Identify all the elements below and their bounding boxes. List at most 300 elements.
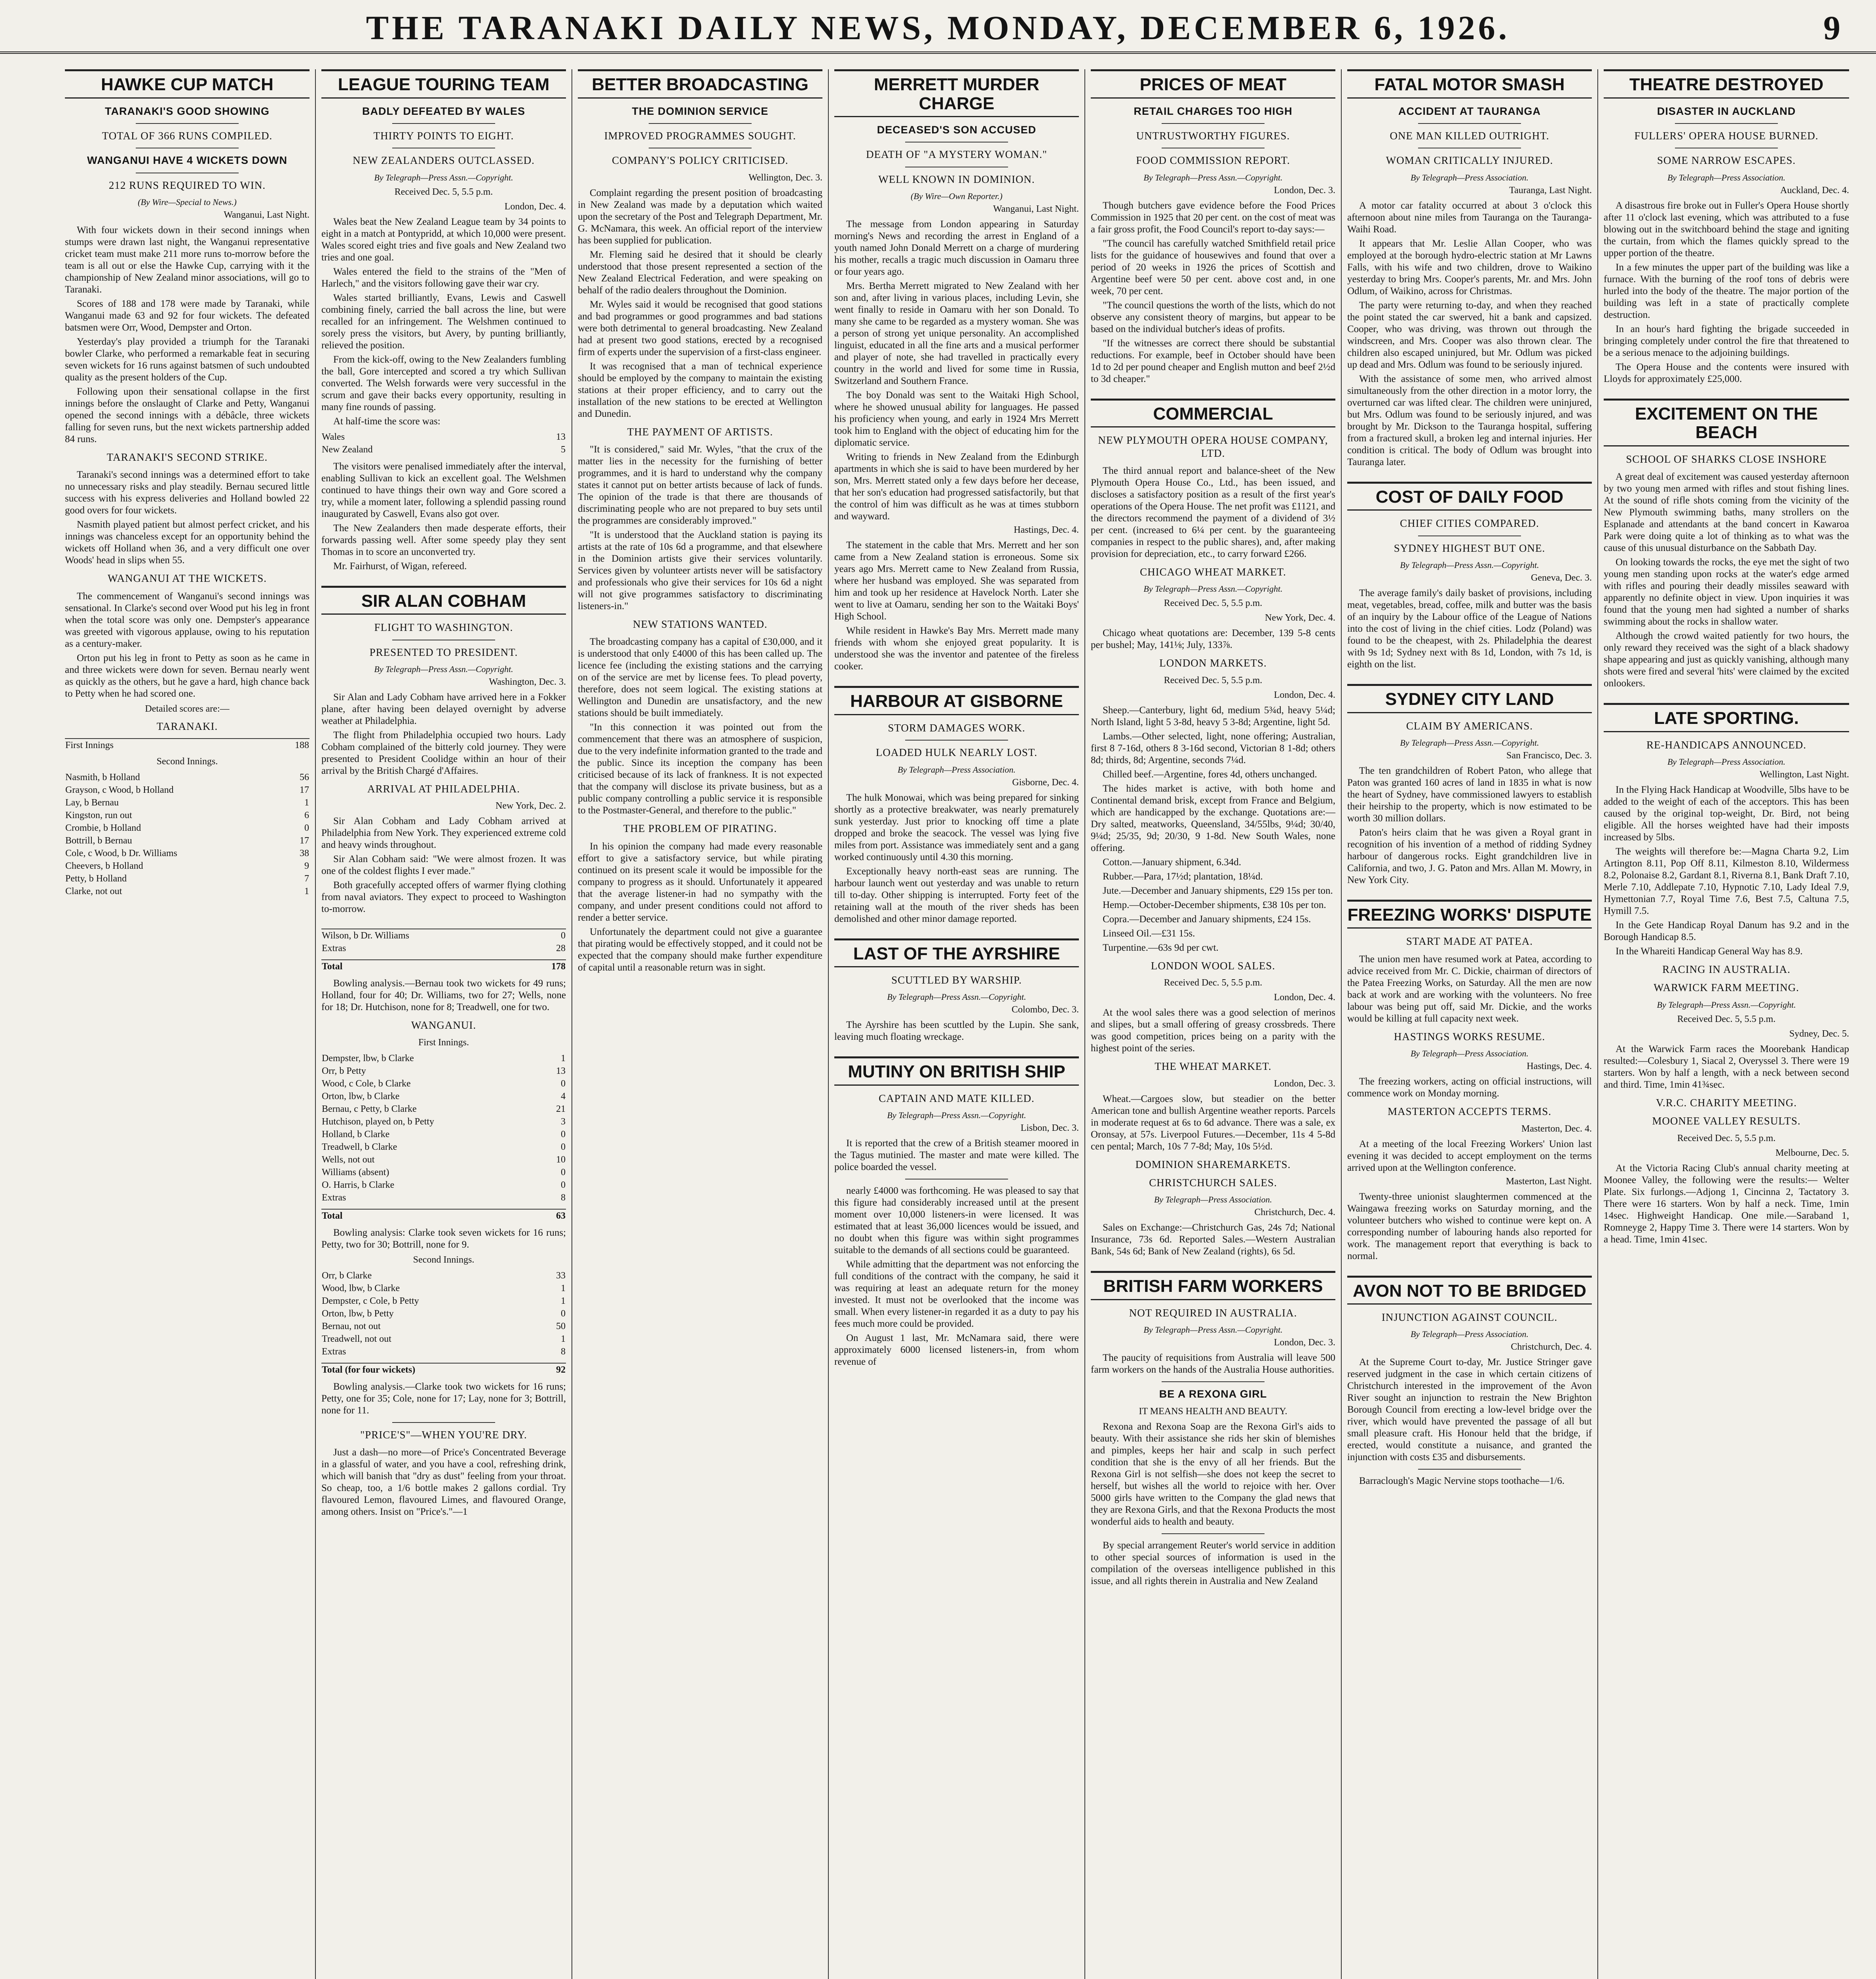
paragraph: Linseed Oil.—£31 15s. xyxy=(1103,928,1195,939)
paragraph: In the Flying Hack Handicap at Woodville, 5lbs have to be added to the weight of each of the acceptors. This has been caused by the original top-weight, Dr. Bird, not being eligible. All the horses weighted have had their imposts increased by 5lbs. xyxy=(1604,784,1849,843)
paragraph: Bowling analysis.—Clarke took two wickets for 16 runs; Petty, one for 35; Cole, none for 17; Lay, none for 3; Bottrill, none for 11. xyxy=(321,1381,566,1416)
section-heading: THE WHEAT MARKET. xyxy=(1154,1060,1272,1073)
divider xyxy=(1418,123,1521,124)
batsman-name: Cheevers, b Holland xyxy=(65,861,143,872)
paragraph: A disastrous fire broke out in Fuller's Opera House shortly after 11 o'clock last evening, which was attributed to a fuse blowing out in the switchboard behind the stage and igniting the curtain, from which the flames quickly spread to the upper portion of the theatre. xyxy=(1604,200,1849,258)
batsman-name: Orr, b Clarke xyxy=(322,1270,372,1281)
paragraph: At the Warwick Farm races the Moorebank Handicap resulted:—Colesbury 1, Siacal 2, Overyssel 3. There were 19 starters. Won by half a length, with a neck between second and third. Time, 1min 41¾sec. xyxy=(1604,1043,1849,1090)
subheading: SCUTTLED BY WARSHIP. xyxy=(891,974,1022,986)
headline: HARBOUR AT GISBORNE xyxy=(834,686,1079,715)
innings-heading: First Innings. xyxy=(418,1037,469,1048)
section-heading: THE PAYMENT OF ARTISTS. xyxy=(627,425,773,438)
headline: SIR ALAN COBHAM xyxy=(321,586,566,615)
paragraph: The commencement of Wanganui's second innings was sensational. In Clarke's second over Wood put his leg in front when the total score was only one. Dempster's appearance was greeted with vigorous applause, owing to his reputation as a century-maker. xyxy=(65,591,310,649)
batsman-runs: 3 xyxy=(561,1116,566,1127)
paragraph: Unfortunately the department could not give a guarantee that pirating would be effectively stopped, and it could not be expected that the company should make further expenditure of capital until a reasonable return was in sight. xyxy=(578,926,822,973)
headline: FREEZING WORKS' DISPUTE xyxy=(1347,900,1592,929)
table-row xyxy=(321,1065,566,1077)
column-3 xyxy=(572,69,829,1979)
dateline: Geneva, Dec. 3. xyxy=(1531,572,1592,583)
paragraph: Scores of 188 and 178 were made by Taranaki, while Wanganui made 63 and 92 for four wickets. The defeated batsmen were Orr, Wood, Dempster and Orton. xyxy=(65,298,310,333)
team-name: Wales xyxy=(322,431,345,442)
dateline: Colombo, Dec. 3. xyxy=(1012,1005,1079,1015)
subheading: CLAIM BY AMERICANS. xyxy=(1406,720,1533,732)
headline: PRICES OF MEAT xyxy=(1091,69,1335,99)
section-heading: ARRIVAL AT PHILADELPHIA. xyxy=(367,782,520,795)
advert-body xyxy=(1091,1421,1335,1528)
article-prices-of-meat xyxy=(1091,69,1335,385)
row-value: 0 xyxy=(561,931,566,941)
divider xyxy=(1675,123,1778,124)
column-6 xyxy=(1342,69,1598,1979)
article-freezing-works xyxy=(1347,900,1592,1262)
total-row xyxy=(321,1209,566,1222)
table-row xyxy=(321,1077,566,1090)
advert-title: "PRICE'S"—WHEN YOU'RE DRY. xyxy=(360,1428,527,1441)
table-row xyxy=(321,1269,566,1282)
column-7 xyxy=(1598,69,1855,1979)
advert-body xyxy=(321,1447,566,1518)
subheading: WANGANUI HAVE 4 WICKETS DOWN xyxy=(87,154,287,167)
article-late-sporting xyxy=(1604,703,1849,1245)
section-heading: WARWICK FARM MEETING. xyxy=(1654,982,1799,994)
paragraph: Just a dash—no more—of Price's Concentrated Beverage in a glassful of water, and you have a cool, refreshing drink, which will banish that "dry as dust" feeling from your throat. So cheap, too, a 1/6 bottle makes 2 gallons cordial. Try flavoured Lemon, flavoured Limes, and flavoured Orange, among others. Insist on "Price's."—1 xyxy=(321,1447,566,1517)
batsman-name: Bernau, not out xyxy=(322,1321,381,1331)
dateline: New York, Dec. 4. xyxy=(1265,613,1335,623)
headline: EXCITEMENT ON THE BEACH xyxy=(1604,399,1849,446)
article-body xyxy=(1347,1191,1592,1262)
dateline: Melbourne, Dec. 5. xyxy=(1775,1147,1849,1158)
dateline: Auckland, Dec. 4. xyxy=(1780,185,1849,196)
article-sydney-land xyxy=(1347,684,1592,886)
headline: FATAL MOTOR SMASH xyxy=(1347,69,1592,99)
section-heading: DOMINION SHAREMARKETS. xyxy=(1135,1158,1291,1170)
divider xyxy=(1418,1469,1521,1470)
headline: LEAGUE TOURING TEAM xyxy=(321,69,566,99)
section-heading: CHRISTCHURCH SALES. xyxy=(1149,1176,1277,1189)
batsman-runs: 0 xyxy=(304,823,309,834)
article-body xyxy=(578,841,822,974)
article-broadcasting xyxy=(578,69,822,974)
paragraph: The paucity of requisitions from Australia will leave 500 farm workers on the hands of the Australia House authorities. xyxy=(1091,1352,1335,1375)
paragraph: By special arrangement Reuter's world service in addition to other special sources of information is used in the compilation of the overseas intelligence published in this issue, and all rights therein in Australia and New Zealand xyxy=(1091,1540,1335,1586)
paragraph: Taranaki's second innings was a determined effort to take no unnecessary risks and play steadily. Bernau secured little success with his express deliveries and Holland bowled 22 good overs for four wickets. xyxy=(65,469,310,516)
divider xyxy=(392,1422,495,1423)
article-body xyxy=(834,539,1079,672)
dateline: London, Dec. 4. xyxy=(1274,992,1335,1003)
article-body xyxy=(1347,765,1592,886)
section-heading: CHICAGO WHEAT MARKET. xyxy=(1140,566,1286,578)
total-value: 63 xyxy=(537,1209,566,1222)
subheading: FULLERS' OPERA HOUSE BURNED. xyxy=(1634,129,1819,142)
section-heading: MOONEE VALLEY RESULTS. xyxy=(1652,1115,1801,1127)
dateline: Wanganui, Last Night. xyxy=(993,204,1079,215)
table-row xyxy=(321,1052,566,1065)
batsman-name: Dempster, lbw, b Clarke xyxy=(322,1053,414,1064)
paragraph: Chilled beef.—Argentine, fores 4d, others unchanged. xyxy=(1103,769,1317,780)
table-row xyxy=(321,1209,566,1222)
batsman-runs: 9 xyxy=(304,861,309,872)
byline: (By Wire—Own Reporter.) xyxy=(911,191,1003,201)
halftime-score-table xyxy=(321,431,566,456)
article-body xyxy=(1347,953,1592,1025)
paragraph: The New Zealanders then made desperate efforts, their forwards passing well. After some speedy play they sent Thomas in to score an unconverted try. xyxy=(321,522,566,557)
batsman-name: Extras xyxy=(322,1192,346,1203)
paragraph: Bowling analysis.—Bernau took two wickets for 49 runs; Holland, four for 40; Dr. Williams, two for 27; Wells, none for 18; Dr. Hutchison, none for 8; Treadwell, one for two. xyxy=(321,978,566,1013)
batsman-runs: 56 xyxy=(300,772,309,783)
section-heading: NEW STATIONS WANTED. xyxy=(632,618,768,631)
batsman-runs: 8 xyxy=(561,1192,566,1203)
received-note: Received Dec. 5, 5.5 p.m. xyxy=(1677,1133,1776,1143)
paragraph: The weights will therefore be:—Magna Charta 9.2, Lim Artington 8.11, Pop Off 8.11, Kilmeston 8.10, Wildermess 8.2, Polonaise 8.2, Gardant 8.1, Riverna 8.1, Bank Draft 7.10, Merle 7.10, Addlepate 7.10, Hypnotic 7.10, Lady Ideal 7.9, Hymettonian 7.7, Royal Time 7.6, Best 7.5, Caltuna 7.5, Hymill 7.5. xyxy=(1604,846,1849,917)
section-heading: HASTINGS WORKS RESUME. xyxy=(1394,1030,1546,1043)
bowling-analysis xyxy=(321,978,566,1013)
team-score: 13 xyxy=(556,431,566,442)
table-row xyxy=(65,872,310,885)
table-row xyxy=(321,1345,566,1358)
divider xyxy=(649,123,752,124)
article-body xyxy=(1347,200,1592,468)
batsman-runs: 13 xyxy=(556,1065,566,1076)
innings-total: 188 xyxy=(295,740,309,751)
received-note: Received Dec. 5, 5.5 p.m. xyxy=(1164,598,1263,609)
team-name: TARANAKI. xyxy=(156,720,218,732)
article-body xyxy=(834,1019,1079,1043)
paragraph: The third annual report and balance-sheet of the New Plymouth Opera House Co., Ltd., has been issued, and discloses a satisfactory position as a result of the first year's operations of the Opera House. The net profit was £1121, and the directors recommend the payment of a dividend of 3½ per cent. (increased to 6¼ per cent. by the guaranteeing companies in respect to the public shares), and, after making provision for depreciation, etc., to carry forward £266. xyxy=(1091,465,1335,559)
paragraph: Though butchers gave evidence before the Food Prices Commission in 1925 that 20 per cent. on the cost of meat was a fair gross profit, the Food Council's report to-day says:— xyxy=(1091,200,1335,235)
batsman-runs: 0 xyxy=(561,1078,566,1089)
paragraph: Sales on Exchange:—Christchurch Gas, 24s 7d; National Insurance, 73s 6d. Reported Sales.—Western Australian Bank, 54s 6d; Bank of New Zealand (rights), 6s 5d. xyxy=(1091,1222,1335,1257)
paragraph: Barraclough's Magic Nervine stops toothache—1/6. xyxy=(1359,1476,1565,1487)
article-body xyxy=(578,187,822,420)
paragraph: In an hour's hard fighting the brigade succeeded in bringing completely under control the fire that threatened to be a serious menace to the adjoining buildings. xyxy=(1604,323,1849,358)
section-heading: LONDON WOOL SALES. xyxy=(1151,959,1276,972)
table-row xyxy=(321,960,566,973)
paragraph: Rubber.—Para, 17½d; plantation, 18¼d. xyxy=(1103,871,1263,882)
innings-summary xyxy=(65,738,310,752)
article-body xyxy=(1604,1162,1849,1246)
section-heading: NEW PLYMOUTH OPERA HOUSE COMPANY, LTD. xyxy=(1098,434,1328,459)
paragraph: On August 1 last, Mr. McNamara said, there were approximately 6000 licensed listeners-in, from whom revenue of xyxy=(834,1333,1079,1367)
byline: (By Wire—Special to News.) xyxy=(138,197,237,207)
paragraph: It was recognised that a man of technical experience should be employed by the company to maintain the existing stations at their proper efficiency, and to carry out the installation of the new stations to be erected at Wellington and Dunedin. xyxy=(578,361,822,419)
paragraph: Turpentine.—63s 9d per cwt. xyxy=(1103,942,1219,953)
paragraph: The ten grandchildren of Robert Paton, who allege that Paton was granted 160 acres of land in 1835 in what is now the heart of Sydney, have commissioned lawyers to establish their heirship to the property, which is now estimated to be worth 30 million dollars. xyxy=(1347,765,1592,824)
total-row xyxy=(321,959,566,973)
paragraph: With four wickets down in their second innings when stumps were drawn last night, the Wanganui representative cricket team must make 211 more runs to-morrow before the team is all out or else the Hawke Cup, carrying with it the championship of New Zealand minor associations, will go to Taranaki. xyxy=(65,225,310,295)
batsman-name: Orton, lbw, b Clarke xyxy=(322,1091,400,1102)
table-row xyxy=(65,822,310,834)
paragraph: A great deal of excitement was caused yesterday afternoon by two young men armed with rifles and stout fishing lines. At the sound of rifle shots coming from the vicinity of the New Plymouth swimming baths, many strollers on the Esplanade and attendants at the band concert in Kawaroa Park were doing quite a lot of thinking as to what was the cause of this unusual disturbance on the Sabbath Day. xyxy=(1604,471,1849,554)
paragraph: Wales beat the New Zealand League team by 34 points to eight in a match at Pontypridd, at which 10,000 were present. Wales scored eight tries and five goals and New Zealand two tries and one goal. xyxy=(321,216,566,263)
paragraph: "The council questions the worth of the lists, which do not observe any consistent theory of margins, but appear to be based on the individual butcher's ideas of profits. xyxy=(1091,300,1335,334)
batsman-name: Holland, b Clarke xyxy=(322,1129,390,1140)
paragraph: The hides market is active, with both home and Continental demand brisk, except from France and Belgium, which are handicapped by the exchange. Quotations are:—Dry salted, meatworks, Queensland, 34/55lbs, 9¼d; 30/40, 9¼d; 25/35, 9d; 20/30, 9 1-8d. New South Wales, none offering. xyxy=(1091,783,1335,853)
batsman-runs: 0 xyxy=(561,1141,566,1152)
paragraph: At the Victoria Racing Club's annual charity meeting at Moonee Valley, the following were the results:— Welter Plate. Six furlongs.—Adjong 1, Cincinna 2, Tactatory 3. There were 16 starters. Won by half a neck. Time, 1min 14sec. Highweight Handicap. One mile.—Saraband 1, Romneyge 2, Happy Time 3. There were 14 starters. Won by a head. Time, 1min 41sec. xyxy=(1604,1162,1849,1245)
article-daily-food xyxy=(1347,482,1592,670)
paragraph: A motor car fatality occurred at about 3 o'clock this afternoon about nine miles from Tauranga on the Tauranga-Waihi Road. xyxy=(1347,200,1592,235)
article-gisborne xyxy=(834,686,1079,925)
subheading: DECEASED'S SON ACCUSED xyxy=(877,124,1037,136)
batsman-runs: 17 xyxy=(300,836,309,846)
article-avon xyxy=(1347,1276,1592,1487)
byline: By Telegraph—Press Assn.—Copyright. xyxy=(1657,999,1796,1010)
paragraph: Both gracefully accepted offers of warmer flying clothing from naval aviators. They expect to proceed to Washington to-morrow. xyxy=(321,880,566,915)
divider xyxy=(136,123,239,124)
batting-table xyxy=(321,1269,566,1358)
subheading: ONE MAN KILLED OUTRIGHT. xyxy=(1390,129,1549,142)
paragraph: With the assistance of some men, who arrived almost simultaneously from the other direction in a motor lorry, the overturned car was lifted clear. The children were uninjured, but Mrs. Odlum was found to be seriously injured, and was brought by Mr. Dickson to the Tauranga hospital, suffering from a fractured skull, a broken leg and internal injuries. Her condition is critical. The body of Odlum was brought into Tauranga later. xyxy=(1347,373,1592,467)
article-commercial xyxy=(1091,399,1335,1258)
table-row xyxy=(321,1307,566,1320)
subheading: 212 RUNS REQUIRED TO WIN. xyxy=(108,179,266,191)
byline: By Telegraph—Press Association. xyxy=(1667,172,1786,182)
subheading: SYDNEY HIGHEST BUT ONE. xyxy=(1394,542,1546,554)
table-row xyxy=(321,1333,566,1345)
article-body xyxy=(1604,784,1849,957)
page-number: 9 xyxy=(1823,9,1840,47)
paragraph: Mr. Wyles said it would be recognised that good stations and bad programmes or good programmes and bad stations were both detrimental to general broadcasting. New Zealand had at present two good stations, erected by a recognised firm of experts under the supervision of a first-class engineer. xyxy=(578,299,822,357)
subheading: FOOD COMMISSION REPORT. xyxy=(1136,154,1290,167)
paragraph: Mr. Fleming said he desired that it should be clearly understood that those present represented a section of the New Zealand Electrical Federation, and were speaking on behalf of the radio dealers throughout the Dominion. xyxy=(578,249,822,296)
received-note: Received Dec. 5, 5.5 p.m. xyxy=(394,186,493,197)
byline: By Telegraph—Press Association. xyxy=(1410,172,1529,182)
table-row xyxy=(65,847,310,860)
article-body xyxy=(1604,471,1849,689)
paragraph: The freezing workers, acting on official instructions, will commence work on Monday morning. xyxy=(1347,1076,1592,1099)
total-value: 178 xyxy=(537,960,566,973)
table-row xyxy=(321,1282,566,1295)
batsman-runs: 6 xyxy=(304,810,309,821)
paragraph: The message from London appearing in Saturday morning's News and recording the arrest in England of a youth named John Donald Merrett on a charge of murdering his mother, recalls a tragic much discussion in Oamaru three or four years ago. xyxy=(834,219,1079,277)
article-body xyxy=(834,1138,1079,1173)
paragraph: In the Whareiti Handicap General Way has 8.9. xyxy=(1616,946,1803,957)
subheading: STORM DAMAGES WORK. xyxy=(888,722,1025,734)
batsman-name: Clarke, not out xyxy=(65,886,122,897)
subheading: WELL KNOWN IN DOMINION. xyxy=(878,173,1035,185)
paragraph: Twenty-three unionist slaughtermen commenced at the Waingawa freezing works on Saturday morning, and the volunteer butchers who wished to continue were kept on. A corresponding number of labouring hands also reported for work. The management report that everything is back to normal. xyxy=(1347,1191,1592,1261)
table-row xyxy=(65,784,310,796)
total-label: Total (for four wickets) xyxy=(321,1363,537,1376)
batsman-runs: 21 xyxy=(556,1103,566,1114)
table-row xyxy=(321,1153,566,1166)
dateline: Hastings, Dec. 4. xyxy=(1527,1061,1592,1072)
column-5 xyxy=(1085,69,1342,1979)
article-body xyxy=(1091,705,1335,954)
table-row xyxy=(65,834,310,847)
subheading: UNTRUSTWORTHY FIGURES. xyxy=(1136,129,1290,142)
innings-label: First Innings xyxy=(65,740,114,751)
batsman-runs: 0 xyxy=(561,1129,566,1140)
table-row xyxy=(321,1191,566,1204)
masthead-title: THE TARANAKI DAILY NEWS, MONDAY, DECEMBER 6, 1926. xyxy=(366,9,1510,47)
paragraph: Sir Alan Cobham said: "We were almost frozen. It was one of the coldest flights I ever made." xyxy=(321,854,566,877)
paragraph: In the Gete Handicap Royal Danum has 9.2 and in the Borough Handicap 8.5. xyxy=(1604,920,1849,943)
batsman-runs: 0 xyxy=(561,1179,566,1190)
taranaki-innings-end xyxy=(321,929,566,955)
table-row xyxy=(65,771,310,784)
article-body xyxy=(65,469,310,566)
table-row xyxy=(321,1320,566,1333)
paragraph: The Ayrshire has been scuttled by the Lupin. She sank, leaving much floating wreckage. xyxy=(834,1020,1079,1043)
paragraph: Wales started brilliantly, Evans, Lewis and Caswell combining finely, carried the ball across the line, but were recalled for an infringement. The Welshmen continued to sorely press the visitors, but Avery, by punting brilliantly, relieved the position. xyxy=(321,292,566,351)
article-farm-workers xyxy=(1091,1271,1335,1587)
total-label: Total xyxy=(321,1209,537,1222)
subheading: WOMAN CRITICALLY INJURED. xyxy=(1386,154,1553,167)
table-row xyxy=(321,1295,566,1307)
column-2 xyxy=(316,69,572,1979)
paragraph: Exceptionally heavy north-east seas are running. The harbour launch went out yesterday and was unable to return till to-day. Other shipping is interrupted. Forty feet of the retaining wall at the mouth of the river sheds has been demolished and other minor damage reported. xyxy=(834,866,1079,924)
subheading: NOT REQUIRED IN AUSTRALIA. xyxy=(1129,1307,1297,1319)
paragraph: In his opinion the company had made every reasonable effort to give a satisfactory service, but while pirating continued on its present scale it would be impossible for the company to progress as it should. Unfortunately it appeared that the average listener-in had no sympathy with the company, and under present conditions could not afford to render a better service. xyxy=(578,841,822,923)
subheading: TOTAL OF 366 RUNS COMPILED. xyxy=(102,129,273,142)
article-body xyxy=(1604,1043,1849,1091)
batting-table xyxy=(65,771,310,898)
batsman-name: Dempster, c Cole, b Petty xyxy=(322,1295,419,1306)
headline: LAST OF THE AYRSHIRE xyxy=(834,938,1079,968)
section-heading: TARANAKI'S SECOND STRIKE. xyxy=(106,451,268,463)
byline: By Telegraph—Press Assn.—Copyright. xyxy=(374,172,513,182)
section-heading: V.R.C. CHARITY MEETING. xyxy=(1656,1096,1797,1109)
article-hawke-cup xyxy=(65,69,310,898)
subheading: ACCIDENT AT TAURANGA xyxy=(1398,105,1541,117)
paragraph: Sir Alan and Lady Cobham have arrived here in a Fokker plane, after having been delayed overnight by adverse weather at Philadelphia. xyxy=(321,691,566,726)
table-row xyxy=(321,1115,566,1128)
advert-title: BE A REXONA GIRL xyxy=(1159,1388,1267,1400)
batsman-runs: 38 xyxy=(300,848,309,859)
paragraph: Paton's heirs claim that he was given a Royal grant in recognition of his invention of a method of ridding Sydney harbour of dangerous rocks. Eight grandchildren live in California, and two, J. G. Paton and Mrs. Allan M. Mowry, in New York City. xyxy=(1347,827,1592,885)
article-body xyxy=(1347,587,1592,670)
dateline: Masterton, Last Night. xyxy=(1506,1176,1592,1187)
paragraph: The boy Donald was sent to the Waitaki High School, where he showed unusual ability for languages. He passed his proficiency when young, and early in 1924 Mrs Merrett took him to England with the object of educating him for the diplomatic service. xyxy=(834,390,1079,448)
batsman-runs: 1 xyxy=(561,1283,566,1293)
byline: By Telegraph—Press Assn.—Copyright. xyxy=(1143,584,1283,594)
paragraph: Mrs. Bertha Merrett migrated to New Zealand with her son and, after living in various places, including Levin, she went finally to reside in Oamaru with her son Donald. To many she came to be regarded as a mystery woman. She was a person of strong yet unique personality. An accomplished linguist, educated in all the fine arts and a musical performer and player of note, she had travelled in practically every country in the world and lived for some time in Russia, Switzerland and Southern France. xyxy=(834,281,1079,387)
table-row xyxy=(65,860,310,872)
byline: By Telegraph—Press Association. xyxy=(1410,1329,1529,1339)
article-body xyxy=(321,691,566,777)
section-heading: THE PROBLEM OF PIRATING. xyxy=(623,822,777,835)
paragraph: Wheat.—Cargoes slow, but steadier on the better American tone and bullish Argentine weather reports. Parcels in moderate request at 6s to 6d advance. There was a sale, ex Oronsay, at 57s. Liverpool Futures.—December, 11s 4 5-8d cen pental; March, 10s 7 7-8d; May, 10s 5½d. xyxy=(1091,1093,1335,1152)
article-body xyxy=(65,591,310,700)
subheading: RE-HANDICAPS ANNOUNCED. xyxy=(1646,739,1807,751)
subheading: SOME NARROW ESCAPES. xyxy=(1657,154,1796,167)
batsman-name: Grayson, c Wood, b Holland xyxy=(65,785,174,796)
article-body xyxy=(1091,465,1335,560)
total-label: Total xyxy=(321,960,537,973)
headline: SYDNEY CITY LAND xyxy=(1347,684,1592,713)
article-beach xyxy=(1604,399,1849,689)
paragraph: At the Supreme Court to-day, Mr. Justice Stringer gave reserved judgment in the case in which certain citizens of Christchurch interested in the improvement of the Avon River sought an injunction to restrain the New Brighton Borough Council from erecting a low-level bridge over the river, which would have prevented the passage of all but small pleasure craft. His Honour held that the bridge, if erected, would constitute a nuisance, and granted the injunction with costs £35 and disbursements. xyxy=(1347,1357,1592,1463)
dateline: Gisborne, Dec. 4. xyxy=(1012,777,1079,788)
paragraph: The flight from Philadelphia occupied two hours. Lady Cobham complained of the bitterly cold journey. They were presented to President Coolidge within an hour of their arrival by the British Chargé d'Affaires. xyxy=(321,729,566,776)
batsman-runs: 4 xyxy=(561,1091,566,1102)
headline: HAWKE CUP MATCH xyxy=(65,69,310,99)
headline: BRITISH FARM WORKERS xyxy=(1091,1271,1335,1300)
received-note: Received Dec. 5, 5.5 p.m. xyxy=(1164,675,1263,686)
innings-heading: Second Innings. xyxy=(413,1254,475,1265)
paragraph: The broadcasting company has a capital of £30,000, and it is understood that only £4000 of this has been called up. The licence fee (including the existing stations and the carrying on of the service are met by license fees. To plead poverty, therefore, does not seem logical. The existing stations at Wellington and Dunedin are unsatisfactory, and the new stations should be built immediately. xyxy=(578,636,822,719)
paragraph: "It is understood that the Auckland station is paying its artists at the rate of 10s 6d a programme, and that elsewhere in the Dominion artists give their services voluntarily. Services given by volunteer artists never will be satisfactory and professionals who give their services for 10s 6d a night will not give programmes satisfactory to discriminating listeners-in." xyxy=(578,530,822,612)
byline: By Telegraph—Press Association. xyxy=(1410,1048,1529,1059)
row-value: 28 xyxy=(556,943,566,954)
batsman-name: Treadwell, not out xyxy=(322,1333,391,1344)
headline: AVON NOT TO BE BRIDGED xyxy=(1347,1276,1592,1305)
batsman-name: Extras xyxy=(322,1346,346,1357)
article-body xyxy=(834,792,1079,925)
columns xyxy=(59,69,1856,1979)
batsman-name: Orton, lbw, b Petty xyxy=(322,1308,394,1319)
paragraph: Lambs.—Other selected, light, none offering; Australian, first 8 7-16d, others 8 3-16d second, Victorian 8 1-8d; others 8d; thirds, 8d; Argentine, seconds 7¼d. xyxy=(1091,731,1335,765)
advert-body xyxy=(1347,1475,1592,1487)
table-row xyxy=(321,1179,566,1191)
paragraph: Hemp.—October-December shipments, £38 10s per ton. xyxy=(1103,899,1326,910)
article-body xyxy=(321,815,566,915)
paragraph: At a meeting of the local Freezing Workers' Union last evening it was decided to accept employment on the terms arrived upon at the Wellington conference. xyxy=(1347,1138,1592,1173)
subheading: TARANAKI'S GOOD SHOWING xyxy=(105,105,270,117)
total-value: 92 xyxy=(537,1363,566,1376)
byline: By Telegraph—Press Assn.—Copyright. xyxy=(887,1110,1026,1121)
batsman-runs: 10 xyxy=(556,1154,566,1165)
table-row xyxy=(321,929,566,942)
paragraph: While resident in Hawke's Bay Mrs. Merrett made many friends with whom she enjoyed great popularity. It is understood she was the inventor and patentee of the fireless cooker. xyxy=(834,625,1079,672)
byline: By Telegraph—Press Assn.—Copyright. xyxy=(1143,172,1283,182)
byline: By Telegraph—Press Association. xyxy=(897,764,1016,775)
paragraph: "It is considered," said Mr. Wyles, "that the crux of the matter lies in the necessity for the furnishing of better programmes, and it is hard to understand why the company states it cannot put on better artists because of lack of funds. The opinion of the trade is that there are thousands of discriminating people who are not prepared to buy sets until the programmes are considerably improved." xyxy=(578,444,822,526)
paragraph: Cotton.—January shipment, 6.34d. xyxy=(1103,857,1241,868)
table-row xyxy=(321,431,566,443)
batsman-runs: 8 xyxy=(561,1346,566,1357)
received-note: Received Dec. 5, 5.5 p.m. xyxy=(1164,978,1263,988)
byline: By Telegraph—Press Assn.—Copyright. xyxy=(374,664,513,674)
batsman-name: Lay, b Bernau xyxy=(65,798,119,808)
subheading: DEATH OF "A MYSTERY WOMAN." xyxy=(866,148,1047,161)
divider xyxy=(905,740,1008,741)
paragraph: The visitors were penalised immediately after the interval, enabling Sullivan to kick an excellent goal. The Welshmen continued to have things their own way and Gore scored a try, while a moment later, following a splendid passing round inaugurated by Caswell, Evans also got over. xyxy=(321,461,566,519)
article-wanganui-scores xyxy=(321,929,566,1518)
table-row xyxy=(321,1141,566,1153)
batsman-name: Bottrill, b Bernau xyxy=(65,836,132,846)
dateline: London, Dec. 3. xyxy=(1274,1078,1335,1089)
dateline: Hastings, Dec. 4. xyxy=(1014,525,1079,536)
paragraph: Wales entered the field to the strains of the "Men of Harlech," and the visitors following gave their war cry. xyxy=(321,266,566,289)
article-body xyxy=(578,444,822,612)
article-cobham xyxy=(321,586,566,915)
batsman-runs: 7 xyxy=(304,874,309,884)
batsman-runs: 1 xyxy=(304,886,309,897)
bowling-analysis xyxy=(321,1227,566,1251)
paragraph: "If the witnesses are correct there should be substantial reductions. For example, beef in October should have been 1d to 2d per pound cheaper and English mutton and beef 2½d to 3d cheaper." xyxy=(1091,338,1335,384)
batsman-name: Wells, not out xyxy=(322,1154,375,1165)
paragraph: Sir Alan Cobham and Lady Cobham arrived at Philadelphia from New York. They experienced extreme cold and heavy winds throughout. xyxy=(321,816,566,851)
paragraph: At half-time the score was: xyxy=(333,416,441,427)
dateline: Washington, Dec. 3. xyxy=(489,676,566,687)
dateline: San Francisco, Dec. 3. xyxy=(1506,750,1592,761)
reuter-notice xyxy=(1091,1540,1335,1587)
batsman-name: Cole, c Wood, b Dr. Williams xyxy=(65,848,177,859)
table-row xyxy=(321,1363,566,1376)
paragraph: Following upon their sensational collapse in the first innings before the onslaught of Clarke and Petty, Wanganui opened the second innings with a débâcle, three wickets falling for seven runs, but the next wickets partnership added 84 runs. xyxy=(65,386,310,445)
team-name: New Zealand xyxy=(322,444,373,455)
batsman-runs: 1 xyxy=(561,1295,566,1306)
paragraph: Sheep.—Canterbury, light 6d, medium 5¾d, heavy 5¼d; North Island, light 5 3-8d, heavy 5 3-8d; Argentine, light 5d. xyxy=(1091,705,1335,727)
article-body xyxy=(321,461,566,572)
paragraph: Although the crowd waited patiently for two hours, the only reward they received was the sight of a black shadowy shape appearing and just as quickly vanishing, although many shots were fired and several 'hits' were claimed by the excited onlookers. xyxy=(1604,631,1849,689)
byline: By Telegraph—Press Assn.—Copyright. xyxy=(887,992,1026,1002)
article-body xyxy=(834,218,1079,522)
subheading: LOADED HULK NEARLY LOST. xyxy=(875,746,1038,759)
